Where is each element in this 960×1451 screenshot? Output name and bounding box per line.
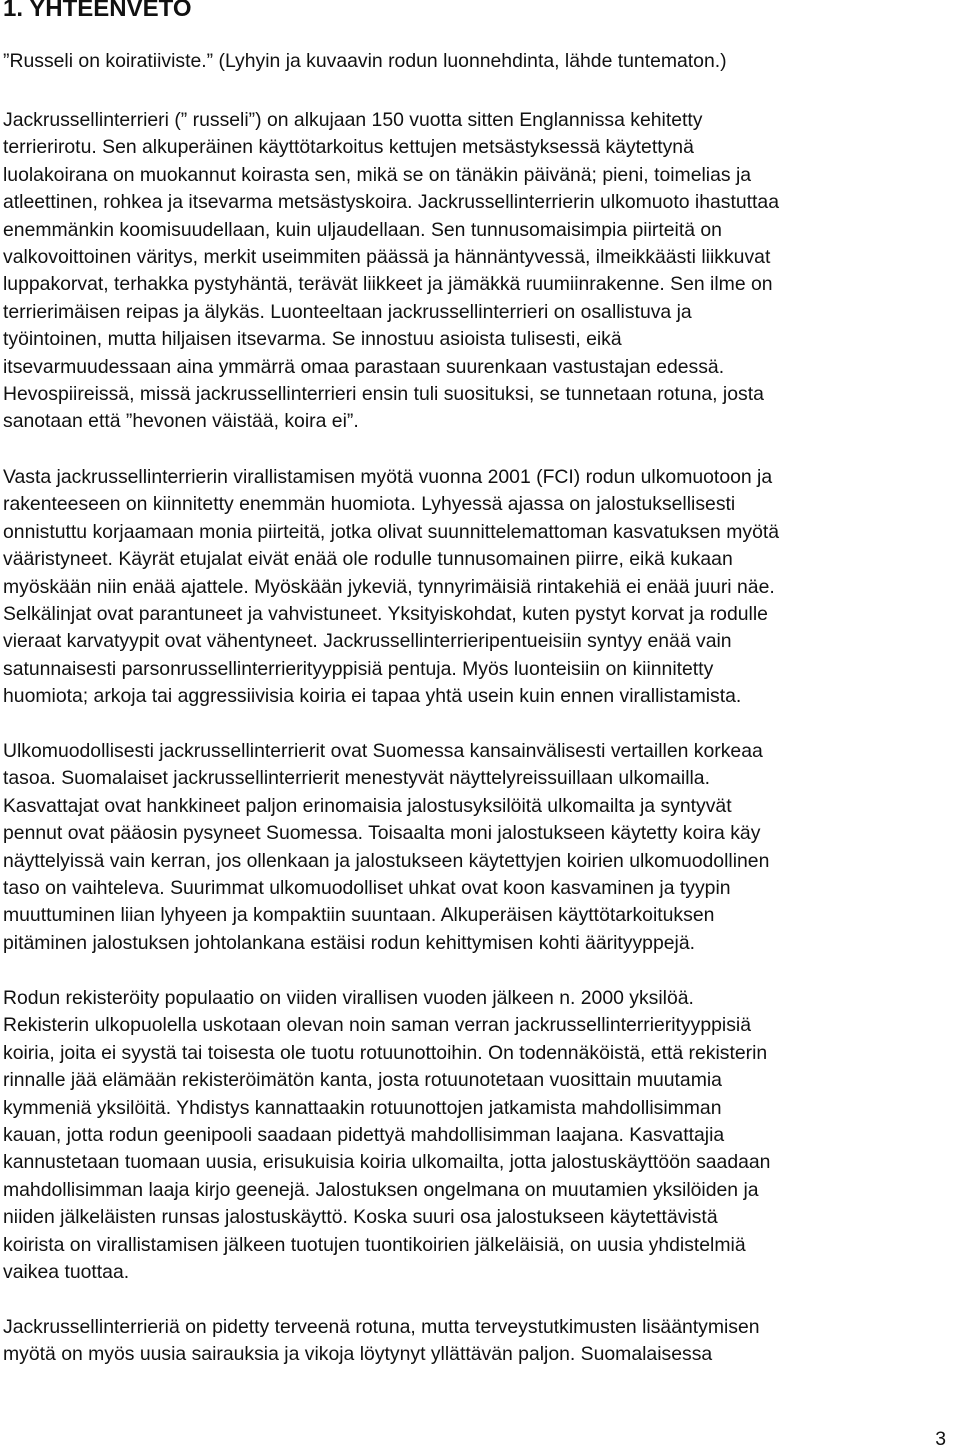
text-line: Vasta jackrussellinterrierin virallistamisen myötä vuonna 2001 (FCI) rodun ulkomuotoon ja [3, 466, 773, 488]
text-line: pennut ovat pääosin pysyneet Suomessa. Toisaalta moni jalostukseen käytetty koira käy [3, 822, 761, 845]
text-line: kannustetaan tuomaan uusia, erisukuisia koiria ulkomailta, jotta jalostuskäyttöön saadaan [3, 1151, 771, 1174]
text-line: sanotaan että ”hevonen väistää, koira ei”. [3, 410, 359, 433]
text-line: näyttelyissä vain kerran, jos ollenkaan ja jalostukseen käytettyjen koirien ulkomuodollinen [3, 849, 770, 872]
text-line: kymmeniä yksilöitä. Yhdistys kannattaakin rotuunottojen jatkamista mahdollisimman [3, 1096, 722, 1119]
intro-paragraph [3, 107, 779, 436]
text-line: luppakorvat, terhakka pystyhäntä, terävät liikkeet ja jämäkkä ruumiinrakenne. Sen ilme on [3, 273, 773, 296]
text-line: enemmänkin koomisuudellaan, kuin uljaudellaan. Sen tunnusomaisimpia piirteitä on [3, 218, 722, 241]
text-line: terrierirotu. Sen alkuperäinen käyttötarkoitus kettujen metsästyksessä käytettynä [3, 136, 694, 159]
text-line: kauan, jotta rodun geenipooli saadaan pidettyä mahdollisimman laajana. Kasvattajia [3, 1124, 725, 1147]
text-line: myötä on myös uusia sairauksia ja vikoja löytynyt yllättävän paljon. Suomalaisessa [3, 1343, 713, 1366]
text-line: vaikea tuottaa. [3, 1261, 130, 1284]
text-line: rinnalle jää elämään rekisteröimätön kanta, josta rotuunotetaan vuosittain muutamia [3, 1069, 722, 1092]
text-line: terrierimäisen reipas ja älykäs. Luonteeltaan jackrussellinterrieri on osallistuva ja [3, 300, 692, 323]
appearance-paragraph [3, 738, 769, 957]
text-line: huomiota; arkoja tai aggressiivisia koiria ei tapaa yhtä usein kuin ennen virallistamista. [3, 685, 742, 708]
section-heading: 1. YHTEENVETO [3, 0, 192, 22]
quote-paragraph [3, 48, 727, 75]
text-line: atleettinen, rohkea ja itsevarma metsästyskoira. Jackrussellinterrierin ulkomuoto ihastuttaa [3, 191, 779, 214]
text-line: vääristyneet. Käyrät etujalat eivät enää ole rodulle tunnusomainen piirre, eikä kukaan [3, 548, 733, 571]
text-line: ”Russeli on koiratiiviste.” (Lyhyin ja kuvaavin rodun luonnehdinta, lähde tuntematon.) [3, 50, 727, 72]
breed-standard-paragraph [3, 464, 779, 711]
text-line: Jackrussellinterrieri (” russeli”) on alkujaan 150 vuotta sitten Englannissa kehitetty [3, 109, 703, 131]
text-line: onnistuttu korjaamaan monia piirteitä, jotka olivat suunnittelemattoman kasvatuksen myötä [3, 520, 780, 543]
text-line: Kasvattajat ovat hankkineet paljon erinomaisia jalostusyksilöitä ulkomailta ja syntyvät [3, 794, 732, 817]
text-line: vieraat karvatyypit ovat vähentyneet. Jackrussellinterrieripentueisiin syntyy enää vain [3, 630, 732, 653]
text-line: taso on vaihteleva. Suurimmat ulkomuodolliset uhkat ovat koon kasvaminen ja tyypin [3, 877, 731, 900]
text-line: itsevarmuudessaan aina ymmärrä omaa parastaan suurenkaan vastustajan edessä. [3, 355, 725, 378]
text-line: työintoinen, mutta hiljaisen itsevarma. Se innostuu asioista tulisesti, eikä [3, 328, 622, 351]
text-line: koiria, joita ei syystä tai toisesta ole tuotu rotuunottoihin. On todennäköistä, että rekisterin [3, 1041, 768, 1064]
text-line: Ulkomuodollisesti jackrussellinterrierit ovat Suomessa kansainvälisesti vertaillen korkeaa [3, 740, 763, 762]
text-line: tasoa. Suomalaiset jackrussellinterrierit menestyvät näyttelyreissuillaan ulkomailla. [3, 767, 710, 790]
page-number: 3 [935, 1428, 946, 1450]
health-paragraph [3, 1314, 760, 1369]
text-line: Rekisterin ulkopuolella uskotaan olevan noin saman verran jackrussellinterrierityyppisiä [3, 1014, 751, 1037]
text-line: Rodun rekisteröity populaatio on viiden virallisen vuoden jälkeen n. 2000 yksilöä. [3, 987, 694, 1009]
text-line: pitäminen jalostuksen johtolankana estäisi rodun kehittymisen kohti äärityyppejä. [3, 931, 695, 954]
population-paragraph [3, 985, 770, 1286]
text-line: rakenteeseen on kiinnitetty enemmän huomiota. Lyhyessä ajassa on jalostuksellisesti [3, 493, 736, 516]
text-line: niiden jälkeläisten runsas jalostuskäyttö. Koska suuri osa jalostukseen käytettävistä [3, 1206, 718, 1229]
text-line: satunnaisesti parsonrussellinterrierityyppisiä pentuja. Myös luonteisiin on kiinnitetty [3, 657, 714, 680]
text-line: luolakoirana on muokannut koirasta sen, mikä se on tänäkin päivänä; pieni, toimelias ja [3, 163, 752, 186]
text-line: myöskään niin enää ajattele. Myöskään jykeviä, tynnyrimäisiä rintakehiä ei enää juuri näe. [3, 575, 775, 598]
text-line: Selkälinjat ovat parantuneet ja vahvistuneet. Yksityiskohdat, kuten pystyt korvat ja rodulle [3, 603, 768, 626]
text-line: Hevospiireissä, missä jackrussellinterrieri ensin tuli suosituksi, se tunnetaan rotuna, josta [3, 383, 764, 406]
text-line: mahdollisimman laaja kirjo geenejä. Jalostuksen ongelmana on muutamien yksilöiden ja [3, 1178, 759, 1201]
text-line: muuttuminen liian lyhyeen ja kompaktiin suuntaan. Alkuperäisen käyttötarkoituksen [3, 904, 715, 927]
text-line: valkovoittoinen väritys, merkit useimmiten päässä ja hännäntyvessä, ilmeikkäästi liikkuvat [3, 246, 771, 269]
text-line: koirista on virallistamisen jälkeen tuotujen tuontikoirien jälkeläisiä, on uusia yhdistelmiä [3, 1233, 746, 1256]
text-line: Jackrussellinterrieriä on pidetty terveenä rotuna, mutta terveystutkimusten lisääntymisen [3, 1316, 760, 1338]
